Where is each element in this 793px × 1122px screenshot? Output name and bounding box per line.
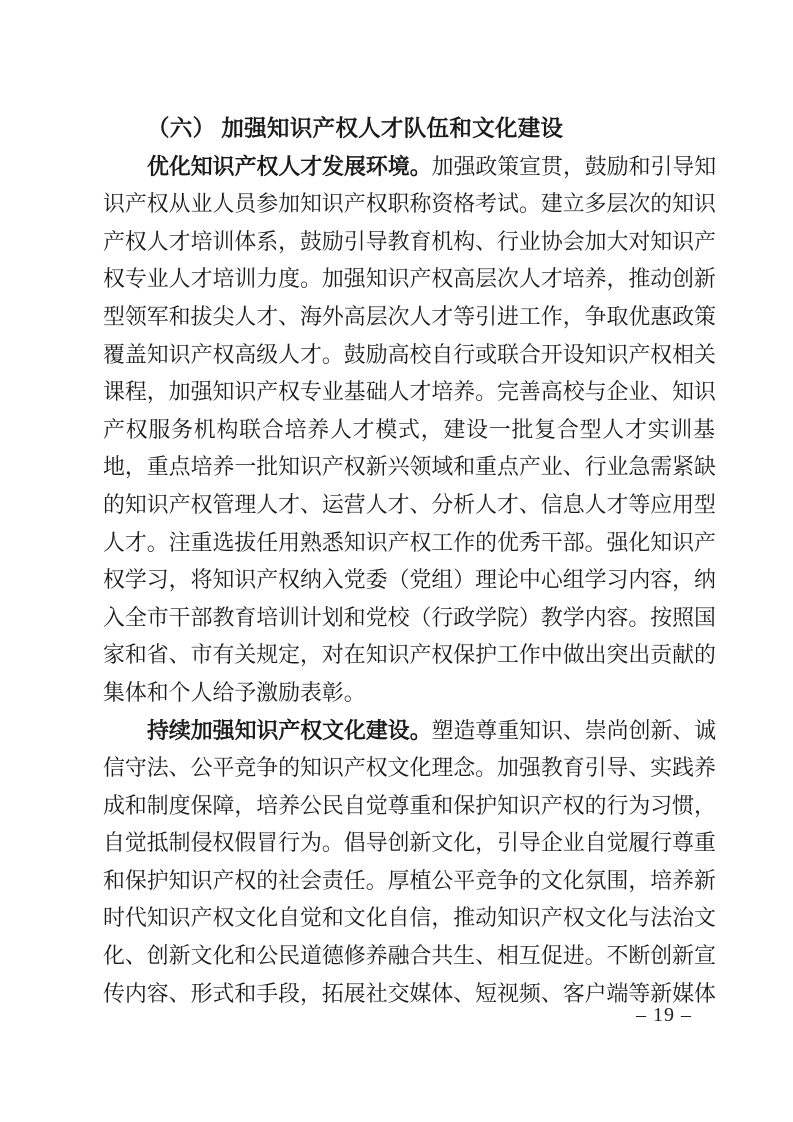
paragraph-strengthen-ip-culture [103,712,715,1013]
body-line: 产权服务机构联合培养人才模式，建设一批复合型人才实训基 [103,416,715,442]
page-number: – 19 – [636,1004,692,1026]
body-line: 信守法、公平竞争的知识产权文化理念。加强教育引导、实践养 [103,755,716,781]
body-line: 传内容、形式和手段，拓展社交媒体、短视频、客户端等新媒体 [103,980,716,1006]
body-line: 权学习，将知识产权纳入党委（党组）理论中心组学习内容，纳 [103,567,716,593]
body-line [103,712,715,750]
text-column [103,110,715,1012]
body-line: 家和省、市有关规定，对在知识产权保护工作中做出突出贡献的 [103,642,716,668]
body-line: 和保护知识产权的社会责任。厚植公平竞争的文化氛围，培养新 [103,867,716,893]
body-line: 的知识产权管理人才、运营人才、分析人才、信息人才等应用型 [103,491,716,517]
section-heading: （六） 加强知识产权人才队伍和文化建设 [147,116,564,141]
body-line: 集体和个人给予激励表彰。 [103,679,366,705]
body-line: 产权人才培训体系，鼓励引导教育机构、行业协会加大对知识产 [103,228,716,254]
body-line: 成和制度保障，培养公民自觉尊重和保护知识产权的行为习惯， [103,792,716,818]
body-line: 自觉抵制侵权假冒行为。倡导创新文化，引导企业自觉履行尊重 [103,830,716,856]
body-text: 加强政策宣贯，鼓励和引导知 [431,153,717,179]
body-line: 型领军和拔尖人才、海外高层次人才等引进工作，争取优惠政策 [103,303,716,329]
body-line: 识产权从业人员参加知识产权职称资格考试。建立多层次的知识 [103,191,716,217]
body-text: 塑造尊重知识、崇尚创新、诚 [431,717,717,743]
paragraph-lead: 优化知识产权人才发展环境。 [147,153,432,179]
body-line: 化、创新文化和公民道德修养融合共生、相互促进。不断创新宣 [103,943,716,969]
paragraph-optimize-talent-environment [103,148,715,712]
body-line: 课程，加强知识产权专业基础人才培养。完善高校与企业、知识 [103,379,716,405]
body-line: 权专业人才培训力度。加强知识产权高层次人才培养，推动创新 [103,266,716,292]
paragraph-lead: 持续加强知识产权文化建设。 [147,717,432,743]
body-line: 地，重点培养一批知识产权新兴领域和重点产业、行业急需紧缺 [103,454,716,480]
body-line [103,148,715,186]
body-line: 覆盖知识产权高级人才。鼓励高校自行或联合开设知识产权相关 [103,341,716,367]
body-line: 时代知识产权文化自觉和文化自信，推动知识产权文化与法治文 [103,905,716,931]
body-line: 入全市干部教育培训计划和党校（行政学院）教学内容。按照国 [103,604,716,630]
body-line: 人才。注重选拔任用熟悉知识产权工作的优秀干部。强化知识产 [103,529,716,555]
